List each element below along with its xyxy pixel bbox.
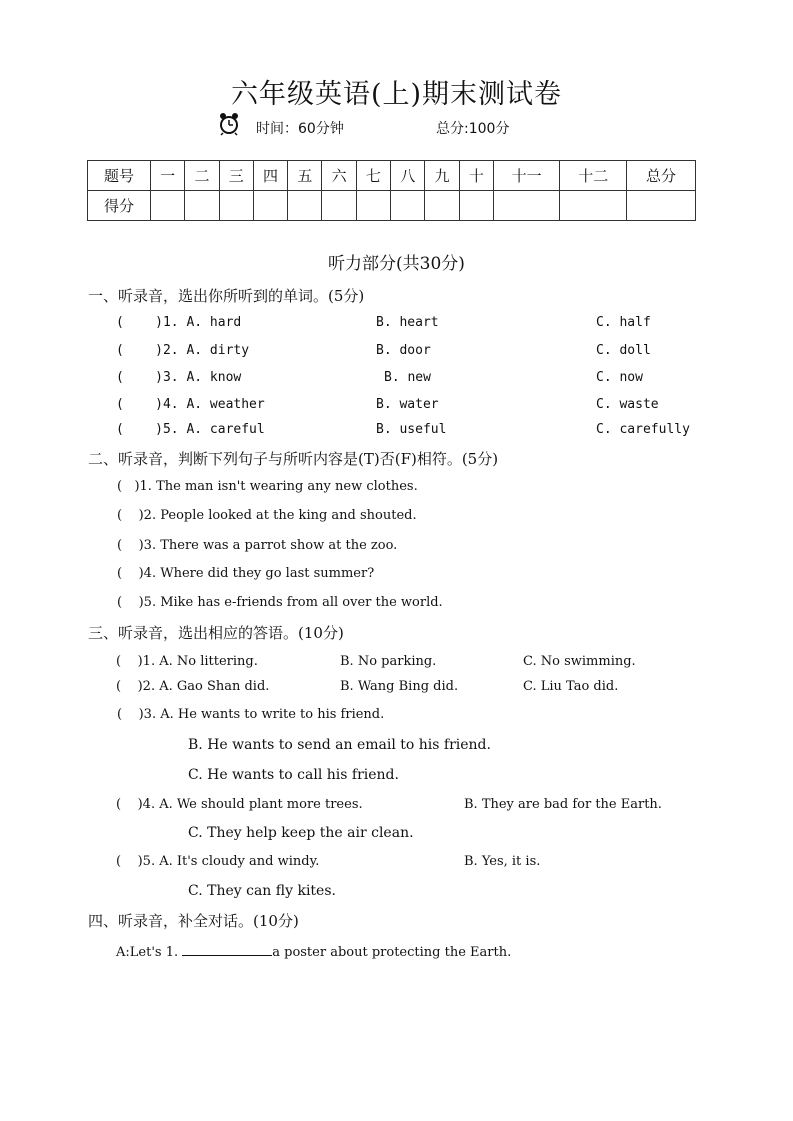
s3-q1-c: C. No swimming. <box>523 654 636 669</box>
s2-q4: ( )4. Where did they go last summer? <box>117 566 375 581</box>
score-table-header-row <box>88 161 696 191</box>
score-cell: 总分 <box>627 161 696 191</box>
s1-q4-b: B. water <box>376 397 439 412</box>
total-score: 总分:100分 <box>436 121 510 137</box>
dialogue-prefix: A:Let's 1. <box>116 945 183 960</box>
s1-q3-b: B. new <box>384 370 431 385</box>
s3-q2-b: B. Wang Bing did. <box>340 679 459 694</box>
score-cell: 十一 <box>493 161 559 191</box>
score-input-cell[interactable] <box>185 191 219 221</box>
score-table-score-row <box>88 191 696 221</box>
score-input-cell[interactable] <box>391 191 425 221</box>
s1-q5-a: ( )5. A. careful <box>116 422 265 437</box>
s2-q1: ( )1. The man isn't wearing any new clothes. <box>117 479 418 494</box>
score-input-cell[interactable] <box>627 191 696 221</box>
score-cell: 三 <box>219 161 253 191</box>
s1-q5-c: C. carefully <box>596 422 690 437</box>
s3-q2-c: C. Liu Tao did. <box>523 679 619 694</box>
page-title: 六年级英语(上)期末测试卷 <box>230 79 563 110</box>
score-input-cell[interactable] <box>459 191 493 221</box>
section-4-heading: 四、听录音，补全对话。(10分) <box>88 912 299 930</box>
score-input-cell[interactable] <box>253 191 287 221</box>
section-3-heading: 三、听录音，选出相应的答语。(10分) <box>88 624 344 642</box>
s3-q3-b: B. He wants to send an email to his friend. <box>188 737 491 753</box>
s4-dialogue-line <box>116 943 511 960</box>
s2-q5: ( )5. Mike has e-friends from all over the world. <box>117 595 443 610</box>
score-cell: 二 <box>185 161 219 191</box>
score-cell: 九 <box>425 161 459 191</box>
dialogue-suffix: a poster about protecting the Earth. <box>272 945 512 960</box>
s3-q2-a: ( )2. A. Gao Shan did. <box>116 679 270 694</box>
time-limit: 时间：60分钟 <box>256 121 344 137</box>
score-input-cell[interactable] <box>560 191 627 221</box>
score-cell: 一 <box>151 161 185 191</box>
answer-blank[interactable] <box>182 943 272 956</box>
s1-q4-c: C. waste <box>596 397 659 412</box>
s1-q1-b: B. heart <box>376 315 439 330</box>
s1-q2-a: ( )2. A. dirty <box>116 343 250 358</box>
score-table <box>87 160 696 221</box>
score-cell: 十二 <box>560 161 627 191</box>
score-input-cell[interactable] <box>322 191 356 221</box>
s3-q3-a: ( )3. A. He wants to write to his friend. <box>117 707 385 722</box>
score-input-cell[interactable] <box>425 191 459 221</box>
s3-q4-a: ( )4. A. We should plant more trees. <box>116 797 363 812</box>
score-cell: 十 <box>459 161 493 191</box>
s2-q3: ( )3. There was a parrot show at the zoo. <box>117 538 398 553</box>
score-input-cell[interactable] <box>493 191 559 221</box>
s3-q1-a: ( )1. A. No littering. <box>116 654 258 669</box>
s1-q2-c: C. doll <box>596 343 651 358</box>
score-cell: 八 <box>391 161 425 191</box>
s1-q3-a: ( )3. A. know <box>116 370 242 385</box>
s3-q1-b: B. No parking. <box>340 654 437 669</box>
alarm-clock-icon <box>218 112 240 136</box>
s3-q5-c: C. They can fly kites. <box>188 883 336 899</box>
section-2-heading: 二、听录音，判断下列句子与所听内容是(T)否(F)相符。(5分) <box>88 450 499 468</box>
s2-q2: ( )2. People looked at the king and shouted. <box>117 508 417 523</box>
s3-q5-b: B. Yes, it is. <box>464 854 541 869</box>
s1-q3-c: C. now <box>596 370 643 385</box>
s3-q5-a: ( )5. A. It's cloudy and windy. <box>116 854 320 869</box>
score-cell: 六 <box>322 161 356 191</box>
section-1-heading: 一、听录音，选出你所听到的单词。(5分) <box>88 287 365 305</box>
s1-q1-c: C. half <box>596 315 651 330</box>
s1-q1-a: ( )1. A. hard <box>116 315 242 330</box>
s3-q3-c: C. He wants to call his friend. <box>188 767 399 783</box>
score-input-cell[interactable] <box>219 191 253 221</box>
s3-q4-b: B. They are bad for the Earth. <box>464 797 662 812</box>
score-cell: 题号 <box>88 161 151 191</box>
s1-q2-b: B. door <box>376 343 431 358</box>
s1-q5-b: B. useful <box>376 422 447 437</box>
s3-q4-c: C. They help keep the air clean. <box>188 825 414 841</box>
score-input-cell[interactable] <box>151 191 185 221</box>
listening-part-title: 听力部分(共30分) <box>328 254 465 274</box>
score-cell: 得分 <box>88 191 151 221</box>
score-input-cell[interactable] <box>288 191 322 221</box>
s1-q4-a: ( )4. A. weather <box>116 397 265 412</box>
score-input-cell[interactable] <box>356 191 390 221</box>
score-cell: 五 <box>288 161 322 191</box>
score-cell: 七 <box>356 161 390 191</box>
score-cell: 四 <box>253 161 287 191</box>
